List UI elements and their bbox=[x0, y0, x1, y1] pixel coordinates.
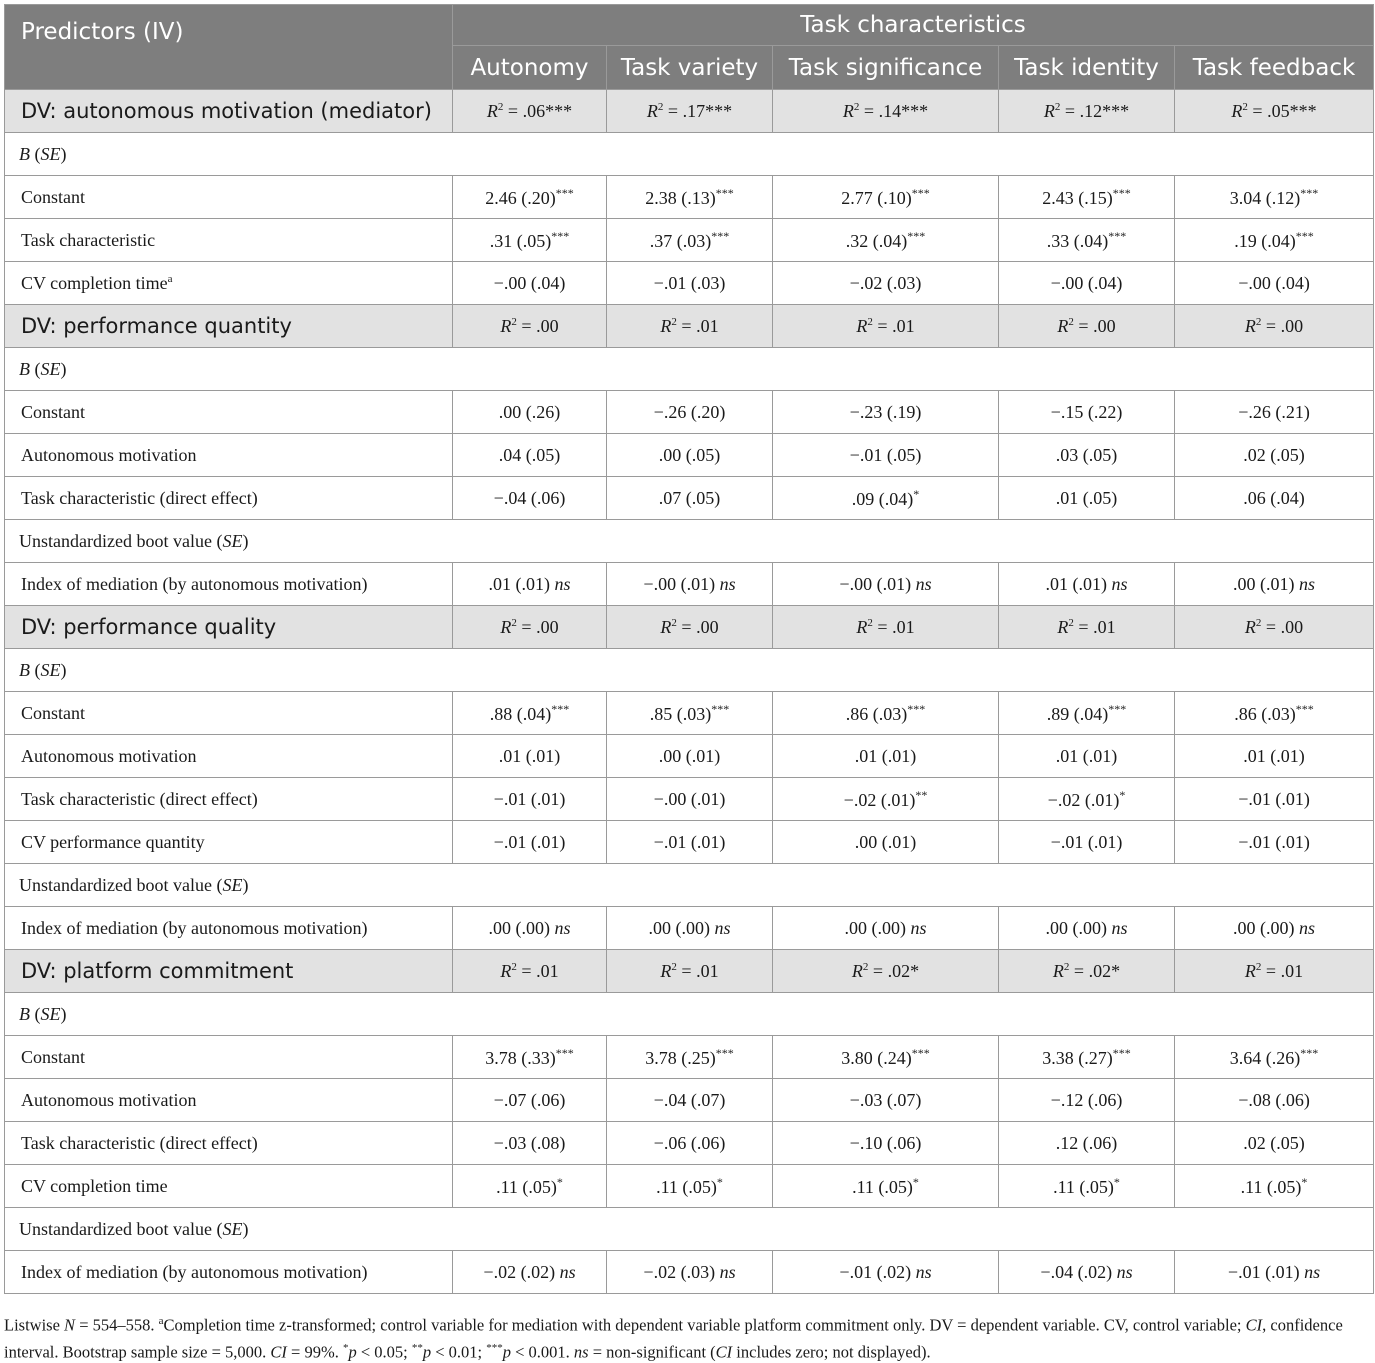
dv-header-row bbox=[5, 606, 1374, 649]
r2-cell: $R^2 = .01$ bbox=[773, 305, 999, 348]
r2-cell: $R^2 = .06***$ bbox=[453, 90, 607, 133]
table-cell: −.01 (.01) bbox=[999, 821, 1175, 864]
table-cell: −.03 (.07) bbox=[773, 1079, 999, 1122]
row-label: Index of mediation (by autonomous motivation) bbox=[5, 907, 453, 950]
table-cell: .12 (.06) bbox=[999, 1122, 1175, 1165]
table-row bbox=[5, 1165, 1374, 1208]
subheader-row bbox=[5, 1208, 1374, 1251]
r2-cell: $R^2 = .00$ bbox=[453, 606, 607, 649]
table-row bbox=[5, 1036, 1374, 1079]
r2-cell: $R^2 = .01$ bbox=[453, 950, 607, 993]
table-row bbox=[5, 692, 1374, 735]
table-cell: .19 (.04)*** bbox=[1175, 219, 1374, 262]
subheader-label: B (SE) bbox=[5, 133, 1374, 176]
predictors-header: Predictors (IV) bbox=[5, 5, 453, 90]
task-characteristics-header: Task characteristics bbox=[453, 5, 1374, 46]
table-footnote: Listwise N = 554–558. $^a$Completion time z-transformed; control variable for mediation with dependent variable platform commitment only. DV = dependent variable. CV, control variable; CI, confidence interval. Bootstrap sample size = 5,000. CI = 99%. *p < 0.05; **p < 0.01; ***p < 0.001. ns = non-significant (CI includes zero; not displayed). bbox=[4, 1315, 1343, 1361]
table-cell: .00 (.05) bbox=[607, 434, 773, 477]
r2-cell: $R^2 = .17***$ bbox=[607, 90, 773, 133]
subheader-row bbox=[5, 993, 1374, 1036]
dv-label: DV: autonomous motivation (mediator) bbox=[5, 90, 453, 133]
row-label: Constant bbox=[5, 692, 453, 735]
table-cell: .03 (.05) bbox=[999, 434, 1175, 477]
table-cell: .02 (.05) bbox=[1175, 1122, 1374, 1165]
table-body bbox=[5, 5, 1374, 1294]
table-cell: .37 (.03)*** bbox=[607, 219, 773, 262]
row-label: Task characteristic (direct effect) bbox=[5, 1122, 453, 1165]
table-cell: −.01 (.01) ns bbox=[1175, 1251, 1374, 1294]
table-cell: .09 (.04)* bbox=[773, 477, 999, 520]
table-row bbox=[5, 778, 1374, 821]
table-cell: .01 (.01) bbox=[1175, 735, 1374, 778]
table-cell: −.10 (.06) bbox=[773, 1122, 999, 1165]
table-cell: −.00 (.01) bbox=[607, 778, 773, 821]
table-cell: 2.46 (.20)*** bbox=[453, 176, 607, 219]
row-label: Task characteristic (direct effect) bbox=[5, 477, 453, 520]
row-label: CV performance quantity bbox=[5, 821, 453, 864]
row-label: Autonomous motivation bbox=[5, 434, 453, 477]
table-cell: −.04 (.07) bbox=[607, 1079, 773, 1122]
r2-cell: $R^2 = .00$ bbox=[607, 606, 773, 649]
table-cell: .89 (.04)*** bbox=[999, 692, 1175, 735]
dv-label: DV: performance quality bbox=[5, 606, 453, 649]
r2-cell: $R^2 = .01$ bbox=[999, 606, 1175, 649]
table-cell: .01 (.01) ns bbox=[453, 563, 607, 606]
table-cell: −.00 (.01) ns bbox=[773, 563, 999, 606]
table-cell: −.26 (.20) bbox=[607, 391, 773, 434]
table-cell: .01 (.01) bbox=[999, 735, 1175, 778]
table-cell: .11 (.05)* bbox=[773, 1165, 999, 1208]
table-cell: −.01 (.01) bbox=[1175, 821, 1374, 864]
row-label: Constant bbox=[5, 176, 453, 219]
table-cell: .00 (.01) bbox=[773, 821, 999, 864]
table-cell: .01 (.05) bbox=[999, 477, 1175, 520]
dv-label: DV: performance quantity bbox=[5, 305, 453, 348]
row-label: Autonomous motivation bbox=[5, 735, 453, 778]
column-header-autonomy: Autonomy bbox=[453, 46, 607, 90]
r2-cell: $R^2 = .00$ bbox=[1175, 606, 1374, 649]
table-cell: −.12 (.06) bbox=[999, 1079, 1175, 1122]
row-label: Task characteristic (direct effect) bbox=[5, 778, 453, 821]
subheader-label: B (SE) bbox=[5, 649, 1374, 692]
table-row bbox=[5, 477, 1374, 520]
table-cell: −.04 (.02) ns bbox=[999, 1251, 1175, 1294]
table-header-row bbox=[5, 5, 1374, 46]
column-header-task-variety: Task variety bbox=[607, 46, 773, 90]
row-label: Index of mediation (by autonomous motivation) bbox=[5, 563, 453, 606]
r2-cell: $R^2 = .00$ bbox=[453, 305, 607, 348]
dv-label: DV: platform commitment bbox=[5, 950, 453, 993]
table-cell: .11 (.05)* bbox=[453, 1165, 607, 1208]
table-row bbox=[5, 907, 1374, 950]
table-cell: .00 (.00) ns bbox=[607, 907, 773, 950]
r2-cell: $R^2 = .01$ bbox=[773, 606, 999, 649]
table-cell: −.01 (.01) bbox=[453, 821, 607, 864]
table-cell: .88 (.04)*** bbox=[453, 692, 607, 735]
table-row bbox=[5, 1079, 1374, 1122]
table-cell: .32 (.04)*** bbox=[773, 219, 999, 262]
table-row bbox=[5, 262, 1374, 305]
table-cell: −.00 (.04) bbox=[999, 262, 1175, 305]
column-header-task-identity: Task identity bbox=[999, 46, 1175, 90]
table-cell: −.08 (.06) bbox=[1175, 1079, 1374, 1122]
r2-cell: $R^2 = .01$ bbox=[607, 305, 773, 348]
table-cell: .04 (.05) bbox=[453, 434, 607, 477]
row-label: Constant bbox=[5, 1036, 453, 1079]
subheader-row bbox=[5, 520, 1374, 563]
table-row bbox=[5, 821, 1374, 864]
table-row bbox=[5, 1122, 1374, 1165]
table-cell: 2.77 (.10)*** bbox=[773, 176, 999, 219]
table-cell: −.00 (.01) ns bbox=[607, 563, 773, 606]
table-cell: −.02 (.01)** bbox=[773, 778, 999, 821]
table-cell: .00 (.01) bbox=[607, 735, 773, 778]
table-cell: .01 (.01) bbox=[773, 735, 999, 778]
table-cell: .86 (.03)*** bbox=[773, 692, 999, 735]
subheader-label: Unstandardized boot value (SE) bbox=[5, 864, 1374, 907]
row-label: Constant bbox=[5, 391, 453, 434]
subheader-row bbox=[5, 348, 1374, 391]
table-cell: .01 (.01) bbox=[453, 735, 607, 778]
table-cell: −.15 (.22) bbox=[999, 391, 1175, 434]
table-cell: −.07 (.06) bbox=[453, 1079, 607, 1122]
table-cell: .31 (.05)*** bbox=[453, 219, 607, 262]
table-row bbox=[5, 735, 1374, 778]
table-cell: .02 (.05) bbox=[1175, 434, 1374, 477]
r2-cell: $R^2 = .12***$ bbox=[999, 90, 1175, 133]
table-cell: .00 (.00) ns bbox=[999, 907, 1175, 950]
table-row bbox=[5, 391, 1374, 434]
subheader-row bbox=[5, 864, 1374, 907]
table-cell: 3.80 (.24)*** bbox=[773, 1036, 999, 1079]
table-cell: .11 (.05)* bbox=[999, 1165, 1175, 1208]
table-cell: −.01 (.01) bbox=[607, 821, 773, 864]
r2-cell: $R^2 = .00$ bbox=[999, 305, 1175, 348]
subheader-row bbox=[5, 133, 1374, 176]
row-label: CV completion time bbox=[5, 1165, 453, 1208]
table-row bbox=[5, 219, 1374, 262]
table-cell: 3.64 (.26)*** bbox=[1175, 1036, 1374, 1079]
table-cell: 3.78 (.33)*** bbox=[453, 1036, 607, 1079]
table-cell: −.06 (.06) bbox=[607, 1122, 773, 1165]
table-cell: −.00 (.04) bbox=[1175, 262, 1374, 305]
dv-header-row bbox=[5, 90, 1374, 133]
table-cell: 3.38 (.27)*** bbox=[999, 1036, 1175, 1079]
table-cell: −.04 (.06) bbox=[453, 477, 607, 520]
row-label: Task characteristic bbox=[5, 219, 453, 262]
table-cell: .00 (.01) ns bbox=[1175, 563, 1374, 606]
r2-cell: $R^2 = .01$ bbox=[1175, 950, 1374, 993]
r2-cell: $R^2 = .05***$ bbox=[1175, 90, 1374, 133]
table-cell: −.01 (.03) bbox=[607, 262, 773, 305]
table-cell: −.01 (.05) bbox=[773, 434, 999, 477]
table-cell: 3.04 (.12)*** bbox=[1175, 176, 1374, 219]
dv-header-row bbox=[5, 305, 1374, 348]
table-cell: 2.43 (.15)*** bbox=[999, 176, 1175, 219]
dv-header-row bbox=[5, 950, 1374, 993]
table-cell: 3.78 (.25)*** bbox=[607, 1036, 773, 1079]
row-label: CV completion time$^a$ bbox=[5, 262, 453, 305]
table-cell: .86 (.03)*** bbox=[1175, 692, 1374, 735]
table-cell: −.02 (.03) ns bbox=[607, 1251, 773, 1294]
table-row bbox=[5, 563, 1374, 606]
results-table bbox=[4, 4, 1374, 1294]
r2-cell: $R^2 = .02*$ bbox=[773, 950, 999, 993]
table-cell: −.02 (.02) ns bbox=[453, 1251, 607, 1294]
table-cell: −.03 (.08) bbox=[453, 1122, 607, 1165]
subheader-label: B (SE) bbox=[5, 993, 1374, 1036]
table-cell: −.01 (.01) bbox=[453, 778, 607, 821]
table-cell: .06 (.04) bbox=[1175, 477, 1374, 520]
row-label: Autonomous motivation bbox=[5, 1079, 453, 1122]
r2-cell: $R^2 = .14***$ bbox=[773, 90, 999, 133]
table-cell: .00 (.26) bbox=[453, 391, 607, 434]
table-cell: −.00 (.04) bbox=[453, 262, 607, 305]
table-cell: .01 (.01) ns bbox=[999, 563, 1175, 606]
column-header-task-significance: Task significance bbox=[773, 46, 999, 90]
table-cell: −.01 (.01) bbox=[1175, 778, 1374, 821]
r2-cell: $R^2 = .00$ bbox=[1175, 305, 1374, 348]
column-header-task-feedback: Task feedback bbox=[1175, 46, 1374, 90]
table-cell: .11 (.05)* bbox=[607, 1165, 773, 1208]
table-cell: .00 (.00) ns bbox=[773, 907, 999, 950]
r2-cell: $R^2 = .02*$ bbox=[999, 950, 1175, 993]
table-cell: .33 (.04)*** bbox=[999, 219, 1175, 262]
table-cell: −.26 (.21) bbox=[1175, 391, 1374, 434]
subheader-label: Unstandardized boot value (SE) bbox=[5, 520, 1374, 563]
table-cell: −.02 (.03) bbox=[773, 262, 999, 305]
table-cell: 2.38 (.13)*** bbox=[607, 176, 773, 219]
table-cell: .00 (.00) ns bbox=[1175, 907, 1374, 950]
subheader-label: Unstandardized boot value (SE) bbox=[5, 1208, 1374, 1251]
table-cell: .11 (.05)* bbox=[1175, 1165, 1374, 1208]
table-cell: .07 (.05) bbox=[607, 477, 773, 520]
table-row bbox=[5, 434, 1374, 477]
subheader-label: B (SE) bbox=[5, 348, 1374, 391]
row-label: Index of mediation (by autonomous motivation) bbox=[5, 1251, 453, 1294]
table-cell: −.01 (.02) ns bbox=[773, 1251, 999, 1294]
table-cell: .85 (.03)*** bbox=[607, 692, 773, 735]
table-cell: −.23 (.19) bbox=[773, 391, 999, 434]
table-cell: .00 (.00) ns bbox=[453, 907, 607, 950]
table-row bbox=[5, 1251, 1374, 1294]
table-cell: −.02 (.01)* bbox=[999, 778, 1175, 821]
r2-cell: $R^2 = .01$ bbox=[607, 950, 773, 993]
subheader-row bbox=[5, 649, 1374, 692]
table-row bbox=[5, 176, 1374, 219]
